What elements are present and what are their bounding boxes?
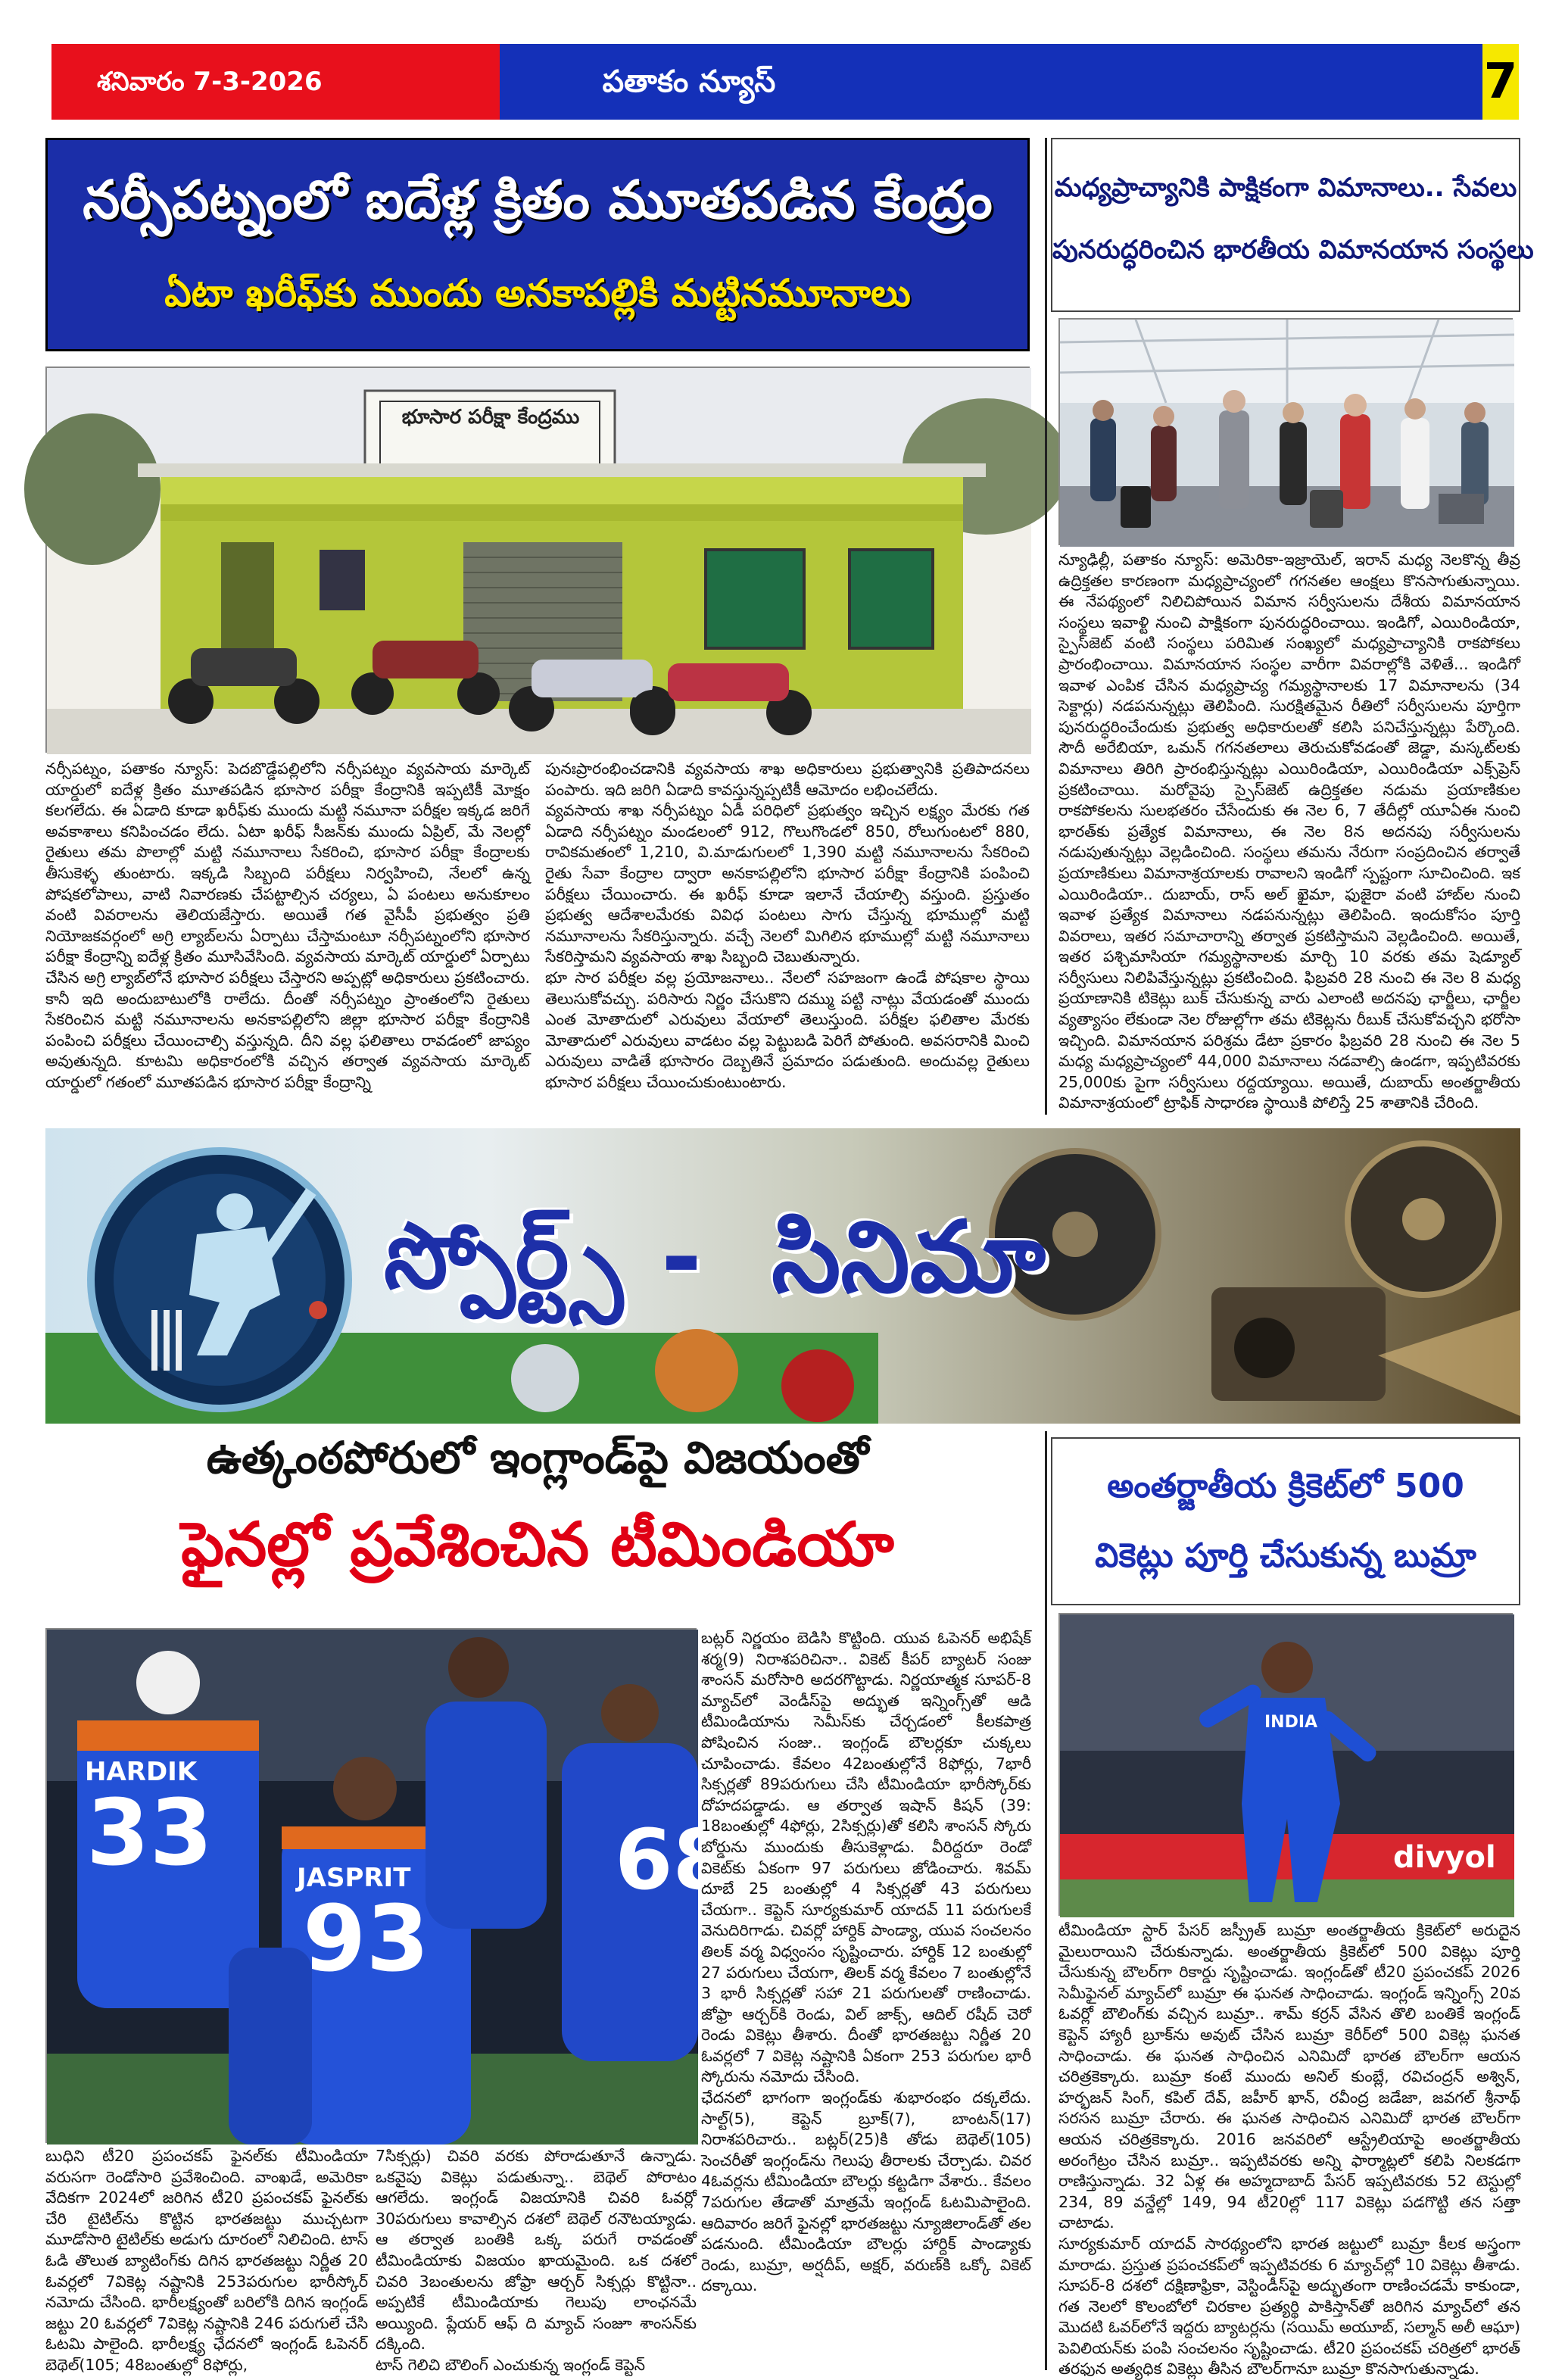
masthead-paper-name: పతాకం న్యూస్ xyxy=(602,64,776,99)
story2-airport-photo xyxy=(1058,318,1513,545)
jersey-india-text: INDIA xyxy=(1264,1713,1318,1732)
jersey-jasprit-number: 93 xyxy=(303,1887,429,1992)
page-number: 7 xyxy=(1483,54,1518,110)
story1-subheadline: ఏటా ఖరీఫ్‌కు ముందు అనకాపల్లికి మట్టినమూనాలు xyxy=(164,271,911,315)
banner-dash: - xyxy=(661,1199,702,1315)
story1-photo-sign: భూసార పరీక్షా కేంద్రము xyxy=(401,406,580,429)
story1-body-col1: నర్సీపట్నం, పతాకం న్యూస్: పెదబొడ్డేపల్లిలోని నర్సీపట్నం వ్యవసాయ మార్కెట్ యార్డులో ఐదేళ్ల క్రితం మూతపడిన భూసార పరీక్షా కేంద్రానికి ఇప్పటికీ మోక్షం కలగలేదు. ఈ ఏడాది కూడా ఖరీఫ్‌కు ముందు మట్టి నమూనా పరీక్షల ఇక్కడ జరిగే అవకాశాలు కనిపించడం లేదు. ఏటా ఖరీఫ్ సీజన్‌కు ముందు ఏప్రిల్, మే నెలల్లో రైతులు తమ పొలాల్లో మట్టి నమూనాలు సేకరించి, భూసార పరీక్షా కేంద్రాలకు తీసుకెళ్ళ తుంటారు. ఇక్కడి సిబ్బంది పరీక్షలు నిర్వహించి, నేలలో ఉన్న పోషకలోపాలు, వాటి నివారణకు చేపట్టాల్సిన చర్యలు, ఏ పంటలు అనుకూలం వంటి వివరాలను తెలియజేస్తారు. అయితే గత వైసీపీ ప్రభుత్వం ప్రతి నియోజకవర్గంలో అగ్రి ల్యాబ్‌లను ఏర్పాటు చేస్తామంటూ నర్సీపట్నంలోని భూసార పరీక్షా కేంద్రాన్ని ఐదేళ్ల క్రితం మూసివేసింది. వ్యవసాయ మార్కెట్ యార్డులో ఏర్పాటు చేసిన అగ్రి ల్యాబ్‌లోనే భూసార పరీక్షలు చేస్తారని అప్పట్లో అధికారులు ప్రకటించారు. కానీ ఇది అందుబాటులోకి రాలేదు. దీంతో నర్సీపట్నం ప్రాంతంలోని రైతులు సేకరించిన మట్టి నమూనాలను అనకాపల్లిలోని జిల్లా భూసార పరీక్షా కేంద్రానికి పంపించి పరీక్షలు చేయించాల్సి వస్తున్నది. దీని వల్ల ఫలితాలు రావడంలో జాప్యం అవుతున్నది. కూటమి అధికారంలోకి వచ్చిన తర్వాత వ్యవసాయ మార్కెట్ యార్డులో గతంలో మూతపడిన భూసార పరీక్షా కేంద్రాన్ని xyxy=(45,760,530,1091)
jersey-hardik-number: 33 xyxy=(86,1781,213,1886)
story4-headline-line2: వికెట్లు పూర్తి చేసుకున్న బుమ్రా xyxy=(1095,1536,1476,1575)
ad-board-text: divyol xyxy=(1393,1840,1496,1875)
page-number-box xyxy=(1482,44,1519,120)
sports-cinema-banner xyxy=(45,1128,1520,1424)
story1-headline: నర్సీపట్నంలో ఐదేళ్ల క్రితం మూతపడిన కేంద్రం xyxy=(83,169,993,231)
story2-headline-line1: మధ్యప్రాచ్యానికి పాక్షికంగా విమానాలు.. సేవలు xyxy=(1054,173,1517,203)
story3-headline: ఫైనల్లో ప్రవేశించిన టీమిండియా xyxy=(181,1509,894,1580)
story2-body: న్యూఢిల్లీ, పతాకం న్యూస్: అమెరికా-ఇజ్రాయెల్, ఇరాన్ మధ్య నెలకొన్న తీవ్ర ఉద్రిక్తతల కారణంగా మధ్యప్రాచ్యంలో గగనతల ఆంక్షలు కొనసాగుతున్నాయి. ఈ నేపథ్యంలో నిలిచిపోయిన విమాన సర్వీసులను దేశీయ విమానయాన సంస్థలు ఇవాళ్టి నుంచి పాక్షికంగా పునరుద్ధరించాయి. ఇండిగో, ఎయిరిండియా, స్పైస్‌జెట్ వంటి సంస్థలు పరిమిత సంఖ్యలో మధ్యప్రాచ్యానికి రాకపోకలు ప్రారంభించాయి. విమానయాన సంస్థల వారీగా వివరాల్లోకి వెళితే... ఇండిగో ఇవాళ ఎంపిక చేసిన మధ్యప్రాచ్య గమ్యస్థానాలకు 17 విమానాలను (34 సెక్టార్లు) నడపనున్నట్లు తెలిపింది. సురక్షితమైన రీతిలో సర్వీసులను పూర్తిగా పునరుద్ధరించేందుకు ప్రభుత్వ అధికారులతో కలిసి పనిచేస్తున్నట్లు పేర్కొంది. సౌదీ అరేబియా, ఒమన్ గగనతలాలు తెరుచుకోవడంతో జెడ్డా, మస్కట్‌లకు విమానాలు తిరిగి ప్రారంభిస్తున్నట్లు ఎయిరిండియా, ఎయిరిండియా ఎక్స్‌ప్రెస్ ప్రకటించాయి. మరోవైపు స్పైస్‌జెట్ ఉద్రిక్తతల నడుమ ప్రయాణికుల రాకపోకలను సులభతరం చేసేందుకు ఈ నెల 6, 7 తేదీల్లో యూఏఈ నుంచి భారత్‌కు ప్రత్యేక విమానాలు, ఈ నెల 8న అదనపు సర్వీసులను నడుపుతున్నట్లు వెల్లడించింది. సంస్థలు తమను నేరుగా సంప్రదించిన తర్వాతే ప్రయాణికులు విమానాశ్రయాలకు రావాలని ఇండిగో స్పష్టంగా సూచించింది. ఇక ఎయిరిండియా.. దుబాయ్, రాస్ అల్ ఖైమా, ఫుజైరా వంటి హాబ్‌ల నుంచి ఇవాళ ప్రత్యేక విమానాలు నడపనున్నట్లు తెలిపింది. ఇందుకోసం పూర్తి వివరాలు, ఇతర సమాచారాన్ని తర్వాత ప్రకటిస్తామని వెల్లడించింది. అయితే, ఇతర పశ్చిమాసియా గమ్యస్థానాలకు మార్చి 10 వరకు తమ షెడ్యూల్ సర్వీసులు నిలిపివేస్తున్నట్లు ప్రకటించింది. ఫిబ్రవరి 28 నుంచి ఈ నెల 8 మధ్య ప్రయాణానికి టికెట్లు బుక్ చేసుకున్న వారు ఎలాంటి అదనపు ఛార్జీలు, ఛార్జీల వ్యత్యాసం లేకుండా నెల రోజుల్లోగా తమ టికెట్లను రీబుక్ చేసుకోవచ్చని భరోసా ఇచ్చింది. విమానయాన పరిశ్రమ డేటా ప్రకారం ఫిబ్రవరి 28 నుంచి ఈ నెల 5 మధ్య మధ్యప్రాచ్యంలో 44,000 విమానాలు నడవాల్సి ఉండగా, ఇప్పటివరకు 25,000కు పైగా సర్వీసులు రద్దయ్యాయి. అయితే, దుబాయ్ అంతర్జాతీయ విమానాశ్రయంలో ట్రాఫిక్ సాధారణ స్థాయికి పోలిస్తే 25 శాతానికి చేరింది. xyxy=(1058,551,1520,1112)
column-divider xyxy=(1045,1431,1047,2370)
story3-kicker: ఉత్కంఠపోరులో ఇంగ్లాండ్‌పై విజయంతో xyxy=(206,1432,869,1483)
column-divider xyxy=(1045,138,1047,1115)
story3-team-photo xyxy=(45,1628,731,2143)
masthead-date: శనివారం 7-3-2026 xyxy=(97,67,323,97)
story4-headline-line1: అంతర్జాతీయ క్రికెట్‌లో 500 xyxy=(1107,1467,1464,1505)
banner-cinema-word: సినిమా xyxy=(772,1199,1046,1315)
story3-kicker-box xyxy=(45,1424,1030,1492)
story3-body-bottom1: బుధిని టీ20 ప్రపంచకప్ ఫైనల్‌కు టీమిండియా వరుసగా రెండోసారి ప్రవేశించింది. వాంఖడే, అమెరికా వేదికగా 2024లో జరిగిన టీ20 ప్రపంచకప్ ఫైనల్‌కు చేరి టైటిల్‌ను కొట్టిన భారతజట్టు ముచ్చటగా మూడోసారి టైటిల్‌కు అడుగు దూరంలో నిలిచింది. టాస్ ఓడి తొలుత బ్యాటింగ్‌కు దిగిన భారతజట్టు నిర్ణీత 20 ఓవర్లలో 7వికెట్ల నష్టానికి 253పరుగుల భారీస్కోర్ నమోదు చేసింది. భారీలక్ష్యంతో బరిలోకి దిగిన ఇంగ్లండ్ జట్టు 20 ఓవర్లలో 7వికెట్ల నష్టానికి 246 పరుగులే చేసి ఓటమి పాలైంది. భారీలక్ష్య ఛేదనలో ఇంగ్లండ్ ఓపెనర్ బెథెల్(105; 48బంతుల్లో 8ఫోర్లు, xyxy=(45,2147,368,2374)
story2-headline-box xyxy=(1051,138,1534,312)
banner-sports-word: స్పోర్ట్స్ xyxy=(384,1204,623,1309)
story1-photo xyxy=(45,367,1030,753)
story3-body-bottom2: 7సిక్సర్లు) చివరి వరకు పోరాడుతూనే ఉన్నాడు. ఒకవైపు వికెట్లు పడుతున్నా.. బెథెల్ పోరాటం ఆగలేదు. ఇంగ్లండ్ విజయానికి చివరి ఓవర్లో 30పరుగులు కావాల్సిన దశలో బెథెల్ రనౌటయ్యాడు. ఆ తర్వాత బంతికి ఒక్క పరుగే రావడంతో టీమిండియాకు విజయం ఖాయమైంది. ఒక దశలో చివరి 3బంతులను జోఫ్రా ఆర్చర్ సిక్సర్లు కొట్టినా.. అప్పటికే టీమిండియాకు గెలుపు లాంఛనమే అయ్యింది. ప్లేయర్ ఆఫ్ ది మ్యాచ్ సంజూ శాంసన్‌కు దక్కింది. టాస్ గెలిచి బౌలింగ్ ఎంచుకున్న ఇంగ్లండ్ కెప్టెన్ xyxy=(376,2147,697,2374)
story2-headline-line2: పునరుద్ధరించిన భారతీయ విమానయాన సంస్థలు xyxy=(1052,235,1534,265)
masthead-title-bar xyxy=(500,44,1482,120)
story1-headline-box xyxy=(45,138,1030,351)
story1-body-col2: పునఃప్రారంభించడానికి వ్యవసాయ శాఖ అధికారులు ప్రభుత్వానికి ప్రతిపాదనలు పంపారు. ఇది జరిగి ఏడాది కావస్తున్నప్పటికీ ఆమోదం లభించలేదు. వ్యవసాయ శాఖ నర్సీపట్నం ఏడీ పరిధిలో ప్రభుత్వం ఇచ్చిన లక్ష్యం మేరకు గత ఏడాది నర్సీపట్నం మండలంలో 912, గొలుగొండలో 850, రోలుగుంటలో 880, రావికమతంలో 1,210, వి.మాడుగులలో 1,390 మట్టి నమూనాలను సేకరించి రైతు సేవా కేంద్రాల ద్వారా అనకాపల్లిలోని భూసార పరీక్షా కేంద్రానికి పంపించి పరీక్షలు చేయించారు. ఈ ఖరీఫ్ కూడా ఇలానే చేయాల్సి వస్తుంది. ప్రస్తుతం ప్రభుత్వ ఆదేశాలమేరకు వివిధ పంటలు సాగు చేస్తున్న భూముల్లో మట్టి నమూనాలను సేకరిస్తున్నారు. వచ్చే నెలలో మిగిలిన భూముల్లో మట్టి నమూనాలు సేకరిస్తామని వ్యవసాయ శాఖ సిబ్బంది చెబుతున్నారు. భూ సార పరీక్షల వల్ల ప్రయోజనాలు.. నేలలో సహజంగా ఉండే పోషకాల స్థాయి తెలుసుకోవచ్చు. పరిసారు నిర్ణం చేసుకొని దమ్ము పట్టి నాట్లు వేయడంతో ముందు ఎంత మోతాదులో ఎరువులు వేయాలో తెలుస్తుంది. పరీక్షల ఫలితాల మేరకు మోతాదులో ఎరువులు వాడటం వల్ల పెట్టుబడి పెరిగే పోతుంది. అవసరానికి మించి ఎరువులు వాడితే భూసారం దెబ్బతినే ప్రమాదం పడుతుంది. అందువల్ల రైతులు భూసార పరీక్షలు చేయించుకుంటుంటారు. xyxy=(545,760,1030,1091)
story4-headline-box xyxy=(1051,1437,1520,1605)
story3-body-right: బట్లర్ నిర్ణయం బెడిసి కొట్టింది. యువ ఓపెనర్ అభిషేక్ శర్మ(9) నిరాశపరిచినా.. వికెట్ కీపర్ బ్యాటర్ సంజు శాంసన్ మరోసారి అదరగొట్టాడు. నిర్ణయాత్మక సూపర్-8 మ్యాచ్‌లో వెండీస్‌పై అద్భుత ఇన్నింగ్స్‌తో ఆడి టీమిండియాను సెమీస్‌కు చేర్చడంలో కీలకపాత్ర పోషించిన సంజు.. ఇంగ్లండ్ బౌలర్లకూ చుక్కలు చూపించాడు. కేవలం 42బంతుల్లోనే 8ఫోర్లు, 7భారీ సిక్సర్లతో 89పరుగులు చేసి టీమిండియా భారీస్కోర్‌కు దోహదపడ్డాడు. ఆ తర్వాత ఇషాన్ కిషన్ (39: 18బంతుల్లో 4ఫోర్లు, 2సిక్సర్లు)తో కలిసి శాంసన్ స్కోరు బోర్డును ముందుకు తీసుకెళ్లాడు. వీరిద్దరూ రెండో వికెట్‌కు ఏకంగా 97 పరుగులు జోడించారు. శివమ్ దూబే 25 బంతుల్లో 4 సిక్సర్లతో 43 పరుగులు చేయగా.. కెప్టెన్ సూర్యకుమార్ యాదవ్ 11 పరుగులకే వెనుదిరిగాడు. చివర్లో హార్దిక్ పాండ్యా, యువ సంచలనం తిలక్ వర్మ విధ్వంసం సృష్టించారు. హార్దిక్ 12 బంతుల్లో 27 పరుగులు చేయగా, తిలక్ వర్మ కేవలం 7 బంతుల్లోనే 3 భారీ సిక్సర్లతో సహా 21 పరుగులతో రాణించాడు. జోఫ్రా ఆర్చర్‌కి రెండు, విల్ జాక్స్, ఆదిల్ రషీద్ చెరో రెండు వికెట్లు తీశారు. దీంతో భారతజట్టు నిర్ణీత 20 ఓవర్లలో 7 వికెట్ల నష్టానికి ఏకంగా 253 పరుగుల భారీ స్కోరును నమోదు చేసింది. ఛేదనలో భాగంగా ఇంగ్లండ్‌కు శుభారంభం దక్కలేదు. సాల్ట్(5), కెప్టెన్ బ్రూక్(7), బాంటన్(17) నిరాశపరిచారు.. బట్లర్(25)కి తోడు బెథెల్(105) సెంచరీతో ఇంగ్లండ్‌ను గెలుపు తీరాలకు చేర్చాడు. చివర 4ఓవర్లను టీమిండియా బౌలర్లు కట్టడిగా వేశారు.. కేవలం 7పరుగుల తేడాతో మాత్రమే ఇంగ్లండ్ ఓటమిపాలైంది. ఆదివారం జరిగే ఫైనల్లో భారతజట్టు న్యూజిలాండ్‌తో తల పడనుంది. టీమిండియా బౌలర్లు హార్దిక్ పాండ్యాకు రెండు, బుమ్రా, అర్షదీప్, అక్షర్, వరుణ్‌కి ఒక్కో వికెట్ దక్కాయి. xyxy=(701,1629,1031,2295)
jersey-jasprit-name: JASPRIT xyxy=(297,1863,411,1893)
jersey-hardik-name: HARDIK xyxy=(85,1757,198,1787)
masthead-date-bar xyxy=(51,44,500,120)
story4-bumrah-photo xyxy=(1058,1613,1513,1916)
jersey-third-number: 68 xyxy=(615,1811,731,1908)
story4-body: టీమిండియా స్టార్ పేసర్ జస్ప్రీత్ బుమ్రా అంతర్జాతీయ క్రికెట్‌లో అరుదైన మైలురాయిని చేరుకున్నాడు. అంతర్జాతీయ క్రికెట్‌లో 500 వికెట్లు పూర్తి చేసుకున్న బౌలర్‌గా రికార్డు సృష్టించాడు. ఇంగ్లండ్‌తో టీ20 ప్రపంచకప్ 2026 సెమీఫైనల్ మ్యాచ్‌లో బుమ్రా ఈ ఘనత సాధించాడు. ఇంగ్లండ్ ఇన్నింగ్స్ 20వ ఓవర్లో బౌలింగ్‌కు వచ్చిన బుమ్రా.. శామ్ కర్రన్ వేసిన తొలి బంతికే ఇంగ్లండ్ కెప్టెన్ హ్యారీ బ్రూక్‌ను అవుట్ చేసిన బుమ్రా కెరీర్‌లో 500 వికెట్ల ఘనత సాధించాడు. ఈ ఘనత సాధించిన ఎనిమిదో భారత బౌలర్‌గా ఆయన చరిత్రకెక్కారు. బుమ్రా కంటే ముందు అనిల్ కుంబ్లే, రవిచంద్రన్ అశ్విన్, హర్భజన్ సింగ్, కపిల్ దేవ్, జహీర్ ఖాన్, రవీంద్ర జడేజా, జవగల్ శ్రీనాథ్ సరసన బుమ్రా చేరారు. ఈ ఘనత సాధించిన ఎనిమిదో భారత బౌలర్‌గా ఆయన చరిత్రకెక్కారు. 2016 జనవరిలో ఆస్ట్రేలియాపై అంతర్జాతీయ అరంగేట్రం చేసిన బుమ్రా.. ఇప్పటివరకు అన్ని ఫార్మాట్లలో కలిపి నిలకడగా రాణిస్తున్నాడు. 32 ఏళ్ల ఈ అహ్మదాబాద్ పేసర్ ఇప్పటివరకు 52 టెస్టుల్లో 234, 89 వన్డేల్లో 149, 94 టీ20ల్లో 117 వికెట్లు పడగొట్టి తన సత్తా చాటాడు. సూర్యకుమార్ యాదవ్ సారథ్యంలోని భారత జట్టులో బుమ్రా కీలక అస్త్రంగా మారాడు. ప్రస్తుత ప్రపంచకప్‌లో ఇప్పటివరకు 6 మ్యాచ్‌ల్లో 10 వికెట్లు తీశాడు. సూపర్-8 దశలో దక్షిణాఫ్రికా, వెస్టిండీస్‌పై అద్భుతంగా రాణించడమే కాకుండా, గత నెలలో కొలంబోలో చిరకాల ప్రత్యర్థి పాకిస్తాన్‌తో జరిగిన మ్యాచ్‌లో తన మొదటి ఓవర్‌లోనే ఇద్దరు బ్యాటర్లను (సయిమ్ అయూబ్, సల్మాన్ అలీ ఆఘా) పెవిలియన్‌కు పంపి సంచలనం సృష్టించాడు. టీ20 ప్రపంచకప్ చరిత్రలో భారత్ తరఫున అత్యధిక వికెట్లు తీసిన బౌలర్‌గానూ బుమ్రా కొనసాగుతున్నాడు. xyxy=(1058,1921,1520,2378)
